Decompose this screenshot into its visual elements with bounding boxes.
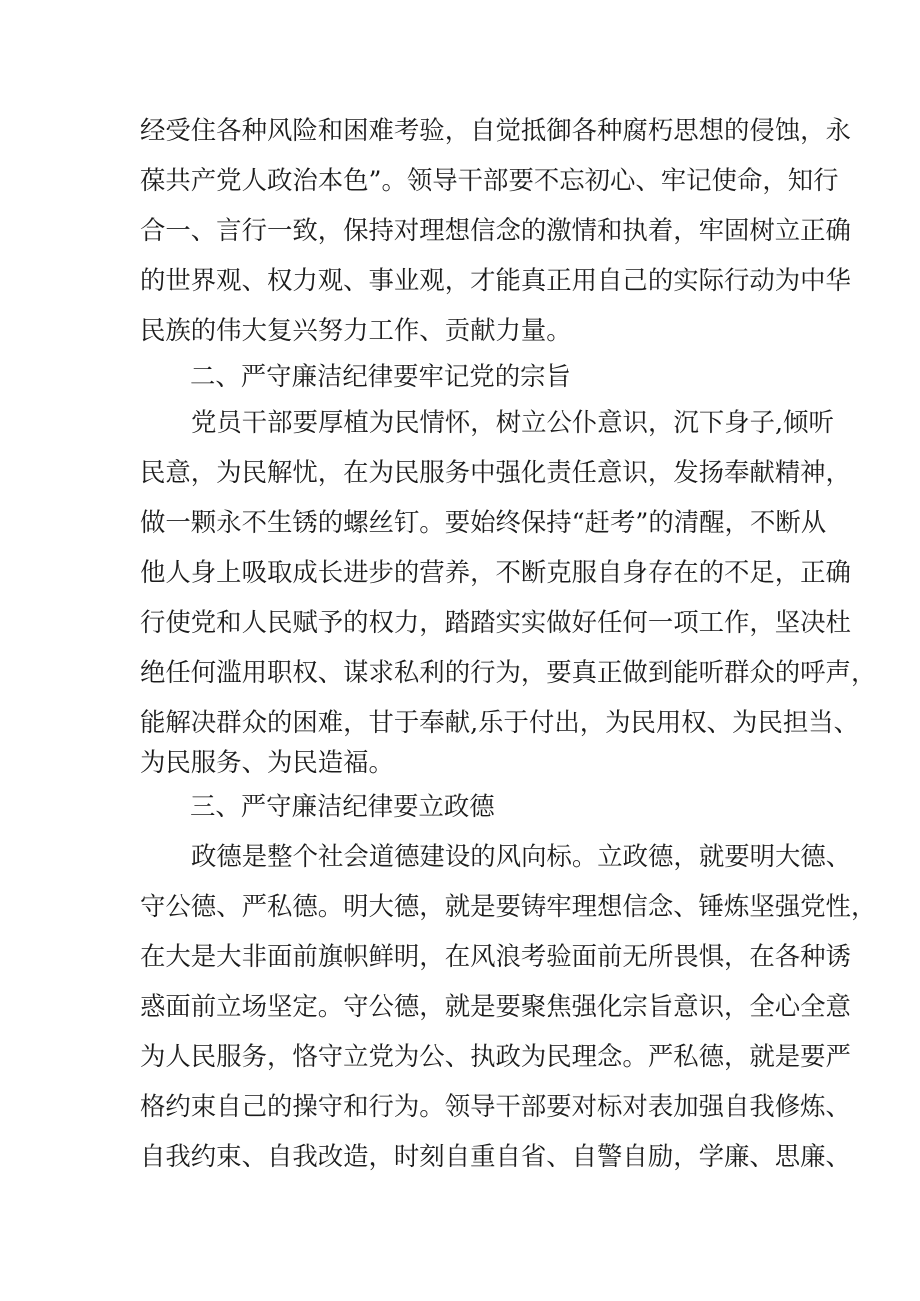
paragraph-line: 葆共产党人政治本色”。领导干部要不忘初心、牢记使命，知行 [140, 165, 839, 195]
paragraph-line: 绝任何滥用职权、谋求私利的行为，要真正做到能听群众的呼声， [140, 657, 877, 687]
paragraph-line: 民意，为民解忧，在为民服务中强化责任意识，发扬奉献精神， [140, 457, 851, 487]
paragraph-line: 合一、言行一致，保持对理想信念的激情和执着，牢固树立正确 [140, 215, 851, 245]
paragraph-line: 惑面前立场坚定。守公德，就是要聚焦强化宗旨意识，全心全意 [140, 991, 851, 1021]
section-heading-two: 二、严守廉洁纪律要牢记党的宗旨 [190, 361, 571, 391]
paragraph-line: 经受住各种风险和困难考验，自觉抵御各种腐朽思想的侵蚀，永 [140, 115, 851, 145]
paragraph-line: 行使党和人民赋予的权力，踏踏实实做好任何一项工作，坚决杜 [140, 607, 851, 637]
paragraph-line: 守公德、严私德。明大德，就是要铸牢理想信念、锤炼坚强党性， [140, 891, 877, 921]
paragraph-line: 格约束自己的操守和行为。领导干部要对标对表加强自我修炼、 [140, 1091, 851, 1121]
section-heading-three: 三、严守廉洁纪律要立政德 [190, 791, 495, 821]
paragraph-line: 政德是整个社会道德建设的风向标。立政德，就要明大德、 [191, 841, 852, 871]
paragraph-line: 在大是大非面前旗帜鲜明，在风浪考验面前无所畏惧，在各种诱 [140, 941, 851, 971]
paragraph-line: 的世界观、权力观、事业观，才能真正用自己的实际行动为中华 [140, 265, 851, 295]
paragraph-line: 党员干部要厚植为民情怀，树立公仆意识，沉下身子,倾听 [191, 407, 834, 437]
paragraph-line: 自我约束、自我改造，时刻自重自省、自警自励，学廉、思廉、 [140, 1141, 851, 1171]
paragraph-line: 做一颗永不生锈的螺丝钉。要始终保持“赶考”的清醒，不断从 [140, 507, 827, 537]
paragraph-line: 为人民服务，恪守立党为公、执政为民理念。严私德，就是要严 [140, 1041, 851, 1071]
paragraph-line: 民族的伟大复兴努力工作、贡献力量。 [140, 315, 572, 345]
paragraph-line: 为民服务、为民造福。 [140, 747, 394, 777]
paragraph-line: 他人身上吸取成长进步的营养，不断克服自身存在的不足，正确 [140, 557, 851, 587]
paragraph-line: 能解决群众的困难，甘于奉献,乐于付出，为民用权、为民担当、 [140, 707, 860, 737]
